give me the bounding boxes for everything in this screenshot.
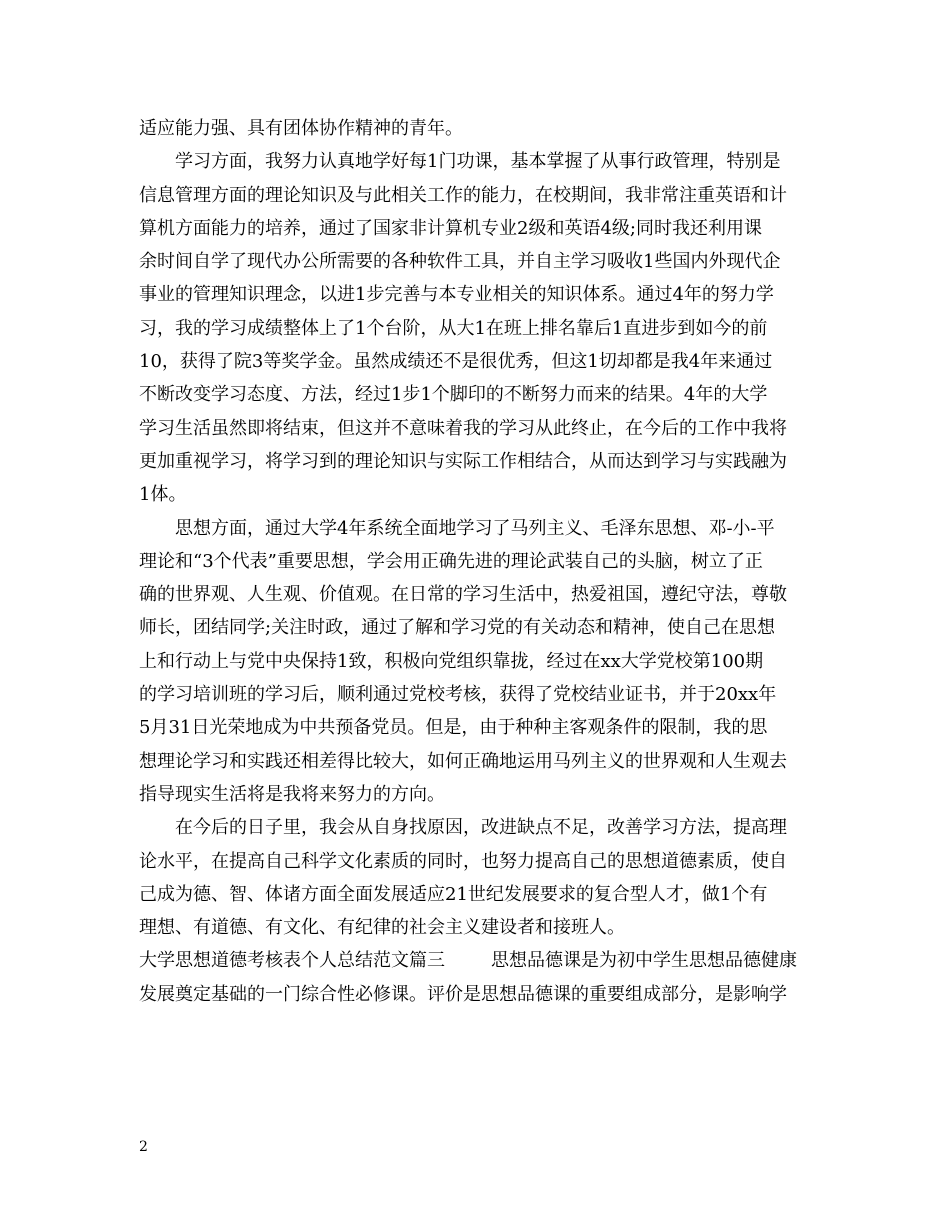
text-line: 1体。 — [139, 484, 187, 506]
text-line: 10，获得了院3等奖学金。虽然成绩还不是很优秀，但这1切却都是我4年来通过 — [139, 351, 773, 373]
text-line: 学习生活虽然即将结束，但这并不意味着我的学习从此终止，在今后的工作中我将 — [139, 417, 787, 439]
text-line: 算机方面能力的培养，通过了国家非计算机专业2级和英语4级;同时我还利用课 — [139, 217, 762, 239]
text-line: 确的世界观、人生观、价值观。在日常的学习生活中，热爱祖国，遵纪守法，尊敬 — [139, 584, 787, 606]
text-line: 适应能力强、具有团体协作精神的青年。 — [139, 118, 463, 139]
paragraph-start: 思想方面，通过大学4年系统全面地学习了马列主义、毛泽东思想、邓-小-平 — [175, 517, 775, 539]
text-line: 师长，团结同学;关注时政，通过了解和学习党的有关动态和精神，使自己在思想 — [139, 617, 776, 639]
body-text — [139, 112, 811, 1011]
text-line: 5月31日光荣地成为中共预备党员。但是，由于种种主客观条件的限制，我的思 — [139, 717, 768, 739]
section-heading: 大学思想道德考核表个人总结范文篇三 — [139, 950, 445, 972]
text-line: 发展奠定基础的一门综合性必修课。评价是思想品德课的重要组成部分，是影响学 — [139, 983, 787, 1005]
paragraph-start: 在今后的日子里，我会从自身找原因，改进缺点不足，改善学习方法，提高理 — [175, 817, 787, 839]
text-line: 不断改变学习态度、方法，经过1步1个脚印的不断努力而来的结果。4年的大学 — [139, 384, 768, 406]
text-line: 事业的管理知识理念，以进1步完善与本专业相关的知识体系。通过4年的努力学 — [139, 284, 774, 306]
page-number: 2 — [139, 1139, 148, 1155]
text-line: 己成为德、智、体诸方面全面发展适应21世纪发展要求的复合型人才，做1个有 — [139, 883, 768, 905]
paragraph-start: 学习方面，我努力认真地学好每1门功课，基本掌握了从事行政管理，特别是 — [175, 151, 781, 173]
text-line: 想理论学习和实践还相差得比较大，如何正确地运用马列主义的世界观和人生观去 — [139, 750, 787, 772]
text-line: 习，我的学习成绩整体上了1个台阶，从大1在班上排名靠后1直进步到如今的前 — [139, 317, 768, 339]
text-line: 理论和“3个代表”重要思想，学会用正确先进的理论武装自己的头脑，树立了正 — [139, 550, 763, 572]
section-heading-line — [139, 944, 811, 977]
text-line: 论水平，在提高自己科学文化素质的同时，也努力提高自己的思想道德素质，使自 — [139, 850, 787, 872]
text-line: 更加重视学习，将学习到的理论知识与实际工作相结合，从而达到学习与实践融为 — [139, 450, 787, 472]
text-line: 理想、有道德、有文化、有纪律的社会主义建设者和接班人。 — [139, 917, 625, 939]
text-line: 指导现实生活将是我将来努力的方向。 — [139, 783, 445, 805]
text-line: 的学习培训班的学习后，顺利通过党校考核，获得了党校结业证书，并于20xx年 — [139, 684, 777, 706]
text-line: 上和行动上与党中央保持1致，积极向党组织靠拢，经过在xx大学党校第100期 — [139, 650, 764, 672]
text-line: 余时间自学了现代办公所需要的各种软件工具，并自主学习吸收1些国内外现代企 — [139, 251, 781, 273]
text-line: 思想品德课是为初中学生思想品德健康 — [491, 950, 797, 972]
text-line: 信息管理方面的理论知识及与此相关工作的能力，在校期间，我非常注重英语和计 — [139, 184, 787, 206]
